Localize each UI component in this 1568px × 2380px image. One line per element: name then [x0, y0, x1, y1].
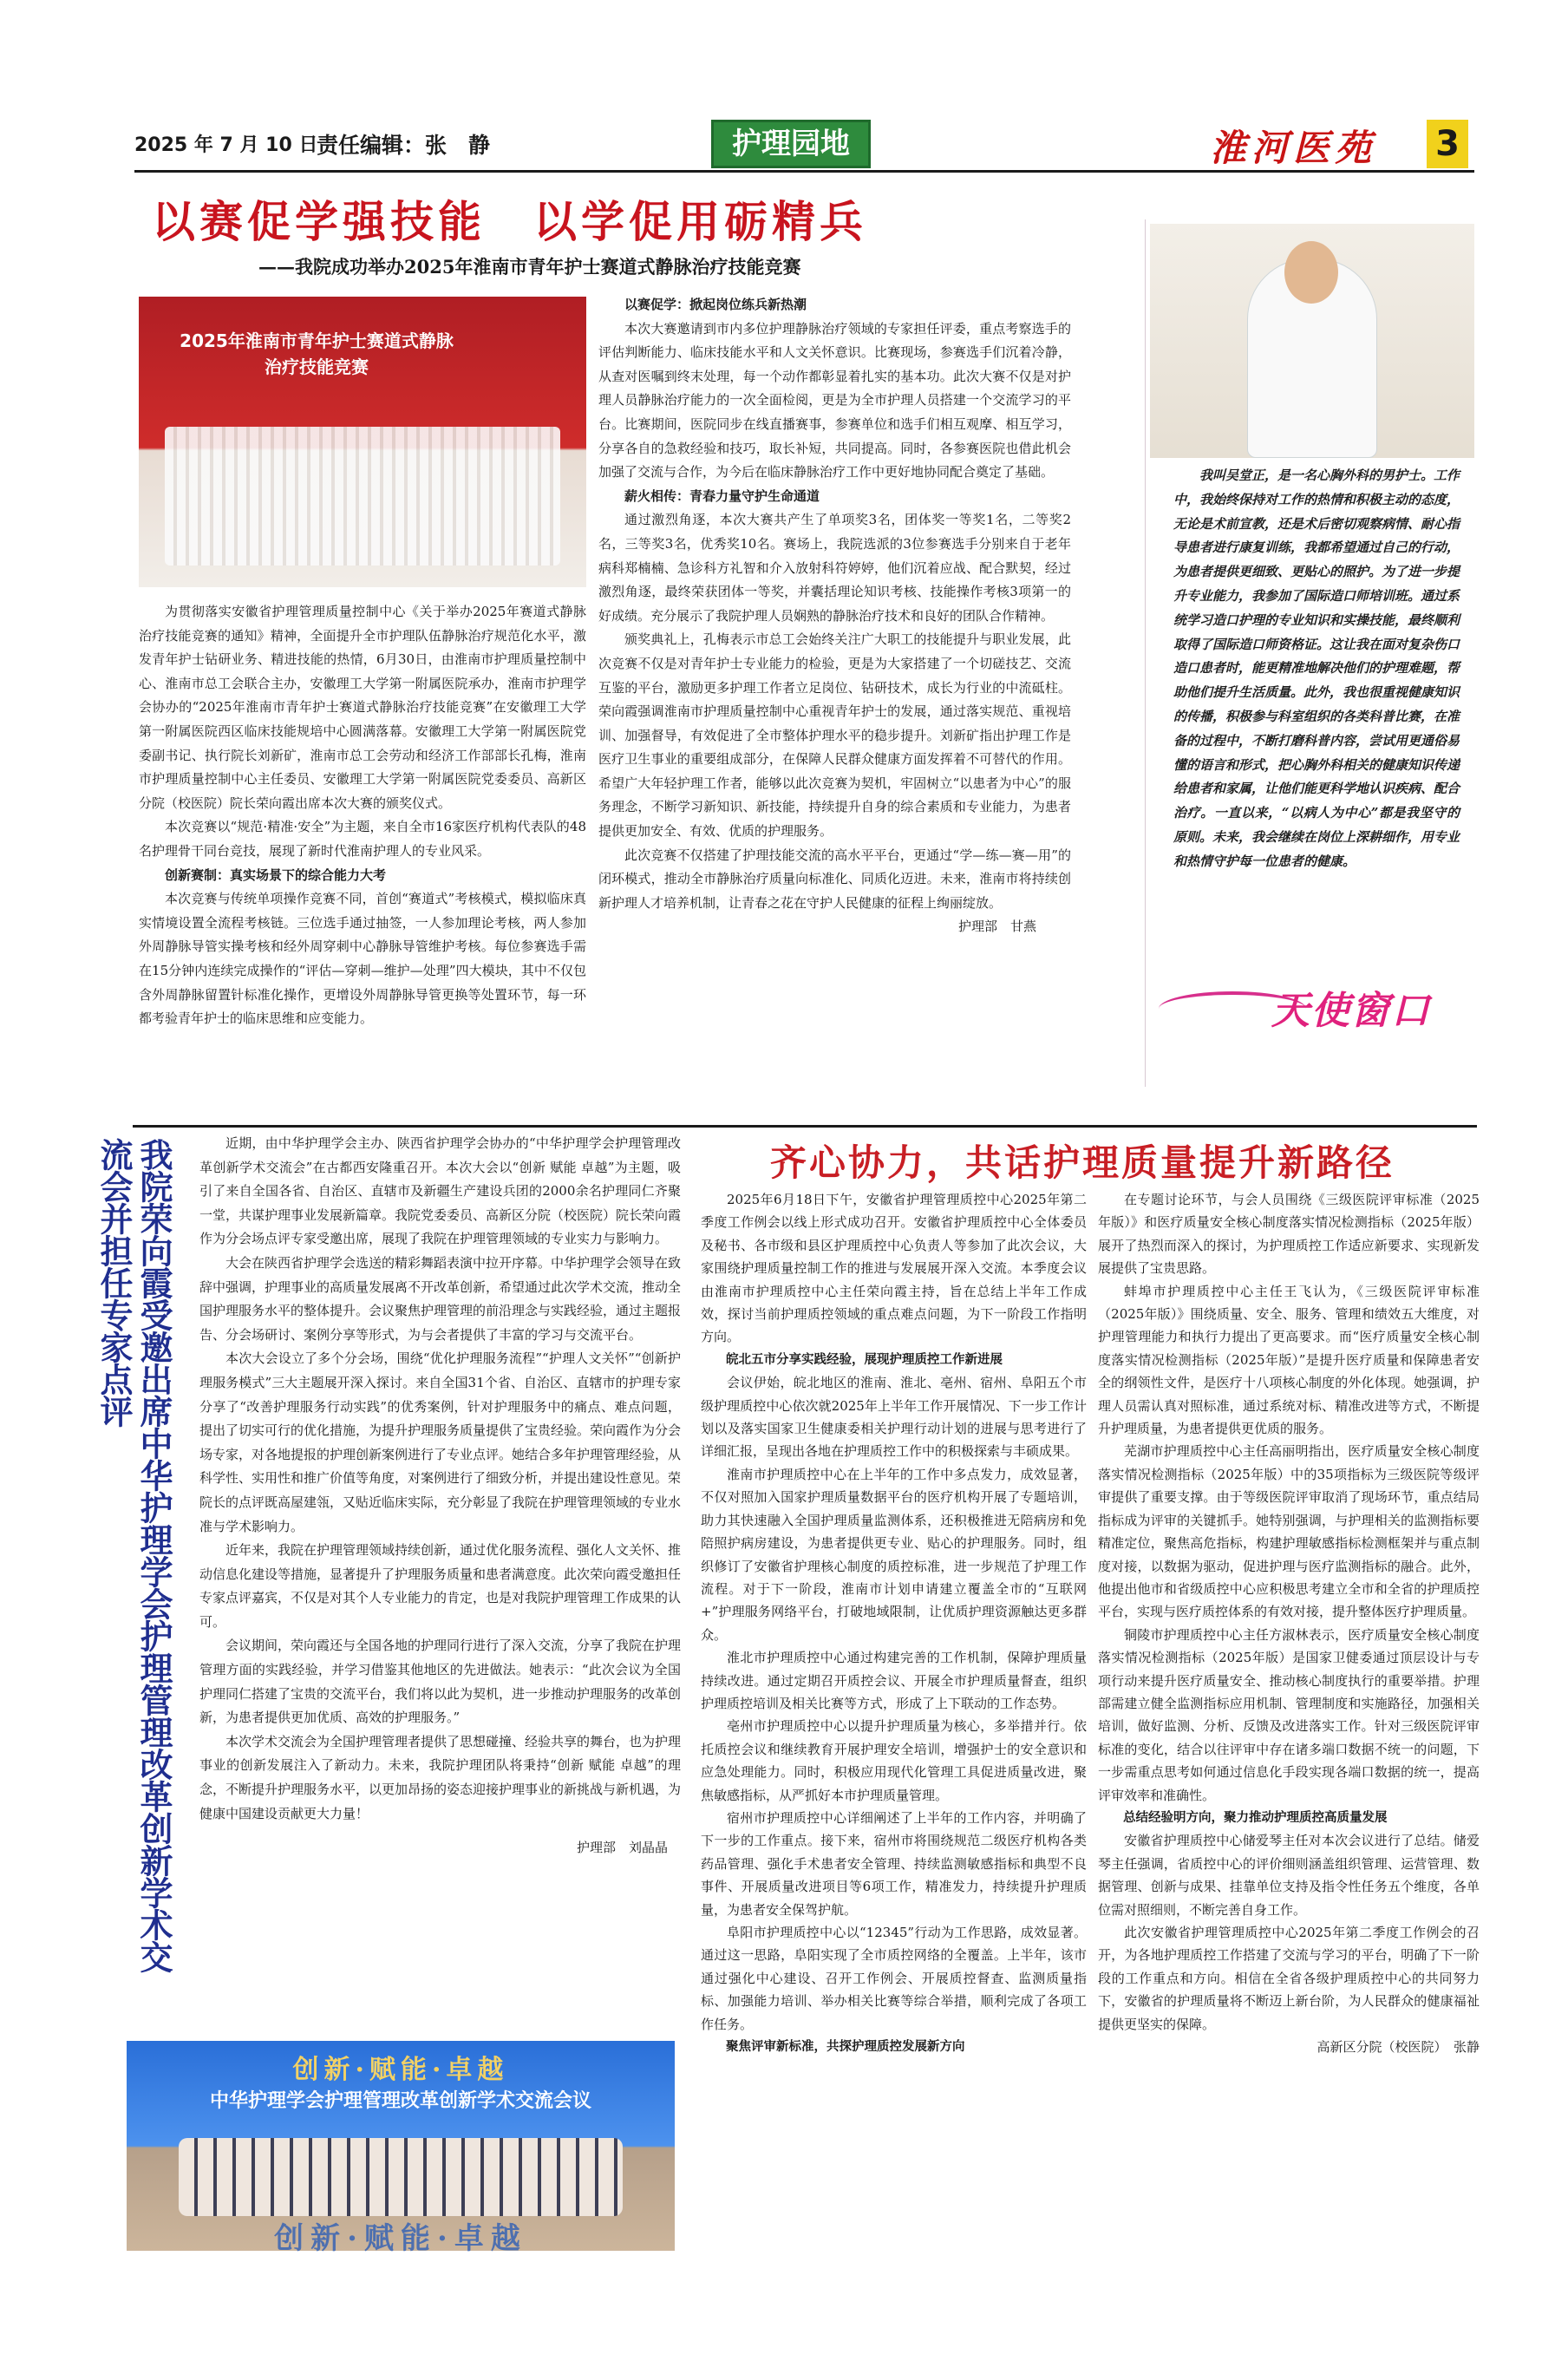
photo-crowd — [165, 427, 560, 566]
article1-subtitle: ——我院成功举办2025年淮南市青年护士赛道式静脉治疗技能竞赛 — [258, 256, 801, 278]
article3-paragraph: 芜湖市护理质控中心主任高丽明指出，医疗质量安全核心制度落实情况检测指标（2025年版）中的35项指标为三级医院等级评审提供了重要支撑。由于等级医院评审取消了现场环节，重点结局指标成为评审的关键抓手。她特别强调，与护理相关的监测指标要精准定位，聚焦高危指标，构建护理敏感指标检测框架并与重点制度对接，以数据为驱动，促进护理与医疗监测指标的融合。此外，他提出他市和省级质控中心应积极思考建立全市和全省的护理质控平台，实现与医疗质控体系的有效对接，提升整体医疗护理质量。 — [1098, 1443, 1480, 1620]
article3-paragraph: 淮南市护理质控中心在上半年的工作中多点发力，成效显著，不仅对照加入国家护理质量数据平台的医疗机构开展了专题培训，助力其快速融入全国护理质量监测体系，还积极推进无陪病房和免陪照护病房建设，为患者提供更专业、贴心的护理服务。同时，组织修订了安徽省护理核心制度的质控标准，进一步规范了护理工作流程。对于下一阶段，淮南市计划申请建立覆盖全市的“互联网+”护理服务网络平台，打破地域限制，让优质护理资源触达更多群众。 — [701, 1466, 1087, 1643]
article1-paragraph: 此次竞赛不仅搭建了护理技能交流的高水平平台，更通过“学—练—赛—用”的闭环模式，推动全市静脉治疗质量向标准化、同质化迈进。未来，淮南市将持续创新护理人才培养机制，让青春之花在守护人民健康的征程上绚丽绽放。 — [598, 847, 1071, 911]
article2-paragraph: 近年来，我院在护理管理领域持续创新，通过优化服务流程、强化人文关怀、推动信息化建设等措施，显著提升了护理服务质量和患者满意度。此次荣向霞受邀担任专家点评嘉宾，不仅是对其个人专业能力的肯定，也是对我院护理管理工作成果的认可。 — [199, 1542, 682, 1630]
angel-window-box — [1145, 219, 1478, 1087]
article3-paragraph: 在专题讨论环节，与会人员围绕《三级医院评审标准（2025年版）》和医疗质量安全核心制度落实情况检测指标（2025年版）展开了热烈而深入的探讨，为护理质控工作适应新要求、实现新发展提供了宝贵思路。 — [1098, 1192, 1480, 1277]
angel-window-banner — [1150, 972, 1474, 1049]
article1-byline: 护理部 甘燕 — [957, 919, 1036, 935]
article3-subheading: 皖北五市分享实践经验，展现护理质控工作新进展 — [726, 1352, 1003, 1367]
article1-paragraph: 为贯彻落实安徽省护理管理质量控制中心《关于举办2025年赛道式静脉治疗技能竞赛的通知》精神，全面提升全市护理队伍静脉治疗规范化水平，激发青年护士钻研业务、精进技能的热情，6月30日，由淮南市护理质量控制中心、淮南市总工会联合主办，安徽理工大学第一附属医院承办，淮南市护理学会协办的“2025年淮南市青年护士赛道式静脉治疗技能竞赛”在安徽理工大学第一附属医院西区临床技能规培中心圆满落幕。安徽理工大学第一附属医院党委副书记、执行院长刘新矿，淮南市总工会劳动和经济工作部部长孔梅，淮南市护理质量控制中心主任委员、安徽理工大学第一附属医院党委委员、高新区分院（校医院）院长荣向霞出席本次大赛的颁奖仪式。 — [139, 604, 586, 811]
newspaper-name: 淮河医苑 — [1210, 127, 1377, 169]
section-divider — [133, 1125, 1477, 1128]
angel-window-text: 我叫吴堂正，是一名心胸外科的男护士。工作中，我始终保持对工作的热情和积极主动的态度，无论是术前宣教，还是术后密切观察病情、耐心指导患者进行康复训练，我都希望通过自己的行动，为患者提供更细致、更贴心的照护。为了进一步提升专业能力，我参加了国际造口师培训班。通过系统学习造口护理的专业知识和实操技能，最终顺利取得了国际造口师资格证。这让我在面对复杂伤口造口患者时，能更精准地解决他们的护理难题，帮助他们提升生活质量。此外，我也很重视健康知识的传播，积极参与科室组织的各类科普比赛，在准备的过程中，不断打磨科普内容，尝试用更通俗易懂的语言和形式，把心胸外科相关的健康知识传递给患者和家属，让他们能更科学地认识疾病、配合治疗。一直以来，“以病人为中心”都是我坚守的原则。未来，我会继续在岗位上深耕细作，用专业和热情守护每一位患者的健康。 — [1173, 468, 1460, 869]
page-number: 3 — [1427, 120, 1468, 168]
article3-byline: 高新区分院（校医院） 张静 — [1316, 2039, 1480, 2056]
article3-col2 — [1098, 1188, 1480, 2058]
article3-paragraph: 会议伊始，皖北地区的淮南、淮北、亳州、宿州、阜阳五个市级护理质控中心依次就2025年上半年工作开展情况、下一步工作计划以及落实国家卫生健康委相关护理行动计划的进展与思考进行了详细汇报，呈现出各地在护理质控工作中的积极探索与丰硕成果。 — [701, 1375, 1087, 1460]
page-header — [134, 120, 1474, 173]
article1-subheading: 以赛促学：掀起岗位练兵新热潮 — [624, 297, 807, 312]
photo-banner-title: 2025年淮南市青年护士赛道式静脉治疗技能竞赛 — [180, 330, 454, 377]
article2-paragraph: 大会在陕西省护理学会选送的精彩舞蹈表演中拉开序幕。中华护理学会领导在致辞中强调，护理事业的高质量发展离不开改革创新，希望通过此次学术交流，推动全国护理服务水平的整体提升。会议聚焦护理管理的前沿理念与实践经验，通过主题报告、分会场研讨、案例分享等形式，为与会者提供了丰富的学习与交流平台。 — [199, 1254, 682, 1343]
article1-subheading: 薪火相传：青春力量守护生命通道 — [624, 487, 820, 504]
portrait-head — [1284, 241, 1338, 304]
article3-paragraph: 蚌埠市护理质控中心主任王飞认为，《三级医院评审标准（2025年版）》围绕质量、安全、服务、管理和绩效五大维度，对护理管理能力和执行力提出了更高要求。而“医疗质量安全核心制度落实情况检测指标（2025年版）”是提升医疗质量和保障患者安全的纲领性文件，是医疗十八项核心制度的外化体现。她强调，护理人员需认真对照标准，通过系统对标、精准改进等方式，不断提升护理质量，为患者提供更优质的服务。 — [1098, 1283, 1480, 1437]
article2-vertical-title: 我院荣向霞受邀出席中华护理学会护理管理改革创新学术交流会并担任专家点评 — [95, 1138, 173, 1972]
article2-paragraph: 会议期间，荣向霞还与全国各地的护理同行进行了深入交流，分享了我院在护理管理方面的实践经验，并学习借鉴其他地区的先进做法。她表示：“此次会议为全国护理同仁搭建了宝贵的交流平台，我们将以此为契机，进一步推动护理服务的改革创新，为患者提供更加优质、高效的护理服务。” — [199, 1638, 682, 1726]
article1-col1 — [139, 600, 586, 1031]
article2-paragraph: 近期，由中华护理学会主办、陕西省护理学会协办的“中华护理学会护理管理改革创新学术交流会”在古都西安隆重召开。本次大会以“创新 赋能 卓越”为主题，吸引了来自全国各省、自治区、直辖市及新疆生产建设兵团的2000余名护理同仁齐聚一堂，共谋护理事业发展新篇章。我院党委委员、高新区分院（校医院）院长荣向霞作为分会场点评专家受邀出席，展现了我院在护理管理领域的专业实力与影响力。 — [199, 1135, 682, 1247]
photo-people-row — [179, 2138, 623, 2216]
article1-paragraph: 本次大赛邀请到市内多位护理静脉治疗领域的专家担任评委，重点考察选手的评估判断能力、临床技能水平和人文关怀意识。比赛现场，参赛选手们沉着冷静，从查对医嘱到终末处理，每一个动作都彰显着扎实的基本功。此次大赛不仅是对护理人员静脉治疗能力的一次全面检阅，更是为全市护理人员搭建一个交流学习的平台。比赛期间，医院同步在线直播赛事，参赛单位和选手们相互观摩、相互学习，分享各自的急救经验和技巧，取长补短，共同提高。同时，各参赛医院也借此机会加强了交流与合作，为今后在临床静脉治疗工作中更好地协同配合奠定了基础。 — [598, 320, 1071, 481]
article3-paragraph: 此次安徽省护理管理质控中心2025年第二季度工作例会的召开，为各地护理质控工作搭建了交流与学习的平台，明确了下一阶段的工作重点和方向。相信在全省各级护理质控中心的共同努力下，安徽省的护理质量将不断迈上新台阶，为人民群众的健康福祉提供更坚实的保障。 — [1098, 1925, 1480, 2032]
angel-window-banner-text: 天使窗口 — [1271, 989, 1431, 1033]
article3-paragraph: 安徽省护理质控中心储爱琴主任对本次会议进行了总结。储爱琴主任强调，省质控中心的评价细则涵盖组织管理、运营管理、数据管理、创新与成果、挂靠单位支持及指令性任务五个维度，各单位需对照细则，不断完善自身工作。 — [1098, 1833, 1480, 1918]
article1-paragraph: 本次竞赛与传统单项操作竞赛不同，首创“赛道式”考核模式，模拟临床真实情境设置全流程考核链。三位选手通过抽签，一人参加理论考核，两人参加外周静脉导管实操考核和经外周穿刺中心静脉导管维护考核。每位参赛选手需在15分钟内连续完成操作的“评估—穿刺—维护—处理”四大模块，其中不仅包含外周静脉留置针标准化操作，更增设外周静脉导管更换等处置环节，每一环都考验青年护士的临床思维和应变能力。 — [139, 891, 586, 1027]
conference-photo — [127, 2041, 675, 2256]
article3-paragraph: 铜陵市护理质控中心主任方淑林表示，医疗质量安全核心制度落实情况检测指标（2025年版）是国家卫健委通过顶层设计与专项行动来提升医疗质量安全、推动核心制度执行的重要举措。护理部需建立健全监测指标应用机制、管理制度和实施路径，加强相关培训，做好监测、分析、反馈及改进落实工作。针对三级医院评审标准的变化，结合以往评审中存在诸多端口数据不统一的问题，下一步需重点思考如何通过信息化手段实现各端口数据的统一，提高评审效率和准确性。 — [1098, 1626, 1480, 1803]
photo-slogan-bottom: 创新·赋能·卓越 — [274, 2221, 527, 2256]
editor-name: 张 静 — [425, 133, 491, 158]
article3-subheading: 聚焦评审新标准，共探护理质控发展新方向 — [726, 2040, 965, 2055]
article1-col2 — [598, 293, 1071, 939]
header-rule — [134, 170, 1474, 173]
article3-paragraph: 淮北市护理质控中心通过构建完善的工作机制，保障护理质量持续改进。通过定期召开质控会议、开展全市护理质量督查，组织护理质控培训及相关比赛等方式，形成了上下联动的工作态势。 — [701, 1650, 1087, 1711]
article3-paragraph: 宿州市护理质控中心详细阐述了上半年的工作内容，并明确了下一步的工作重点。接下来，宿州市将围绕规范二级医疗机构各类药品管理、强化手术患者安全管理、持续监测敏感指标和典型不良事件、开展质量改进项目等6项工作，精准发力，持续提升护理质量，为患者安全保驾护航。 — [701, 1809, 1087, 1918]
photo-slogan-top: 创新·赋能·卓越 — [292, 2055, 509, 2085]
article1-title: 以赛促学强技能 以学促用砺精兵 — [152, 196, 867, 247]
article2-body — [199, 1132, 681, 1860]
article1-paragraph: 颁奖典礼上，孔梅表示市总工会始终关注广大职工的技能提升与职业发展，此次竞赛不仅是对青年护士专业能力的检验，更是为大家搭建了一个切磋技艺、交流互鉴的平台，激励更多护理工作者立足岗位、钻研技术，成长为行业的中流砥柱。荣向霞强调淮南市护理质量控制中心重视青年护士的发展，通过落实规范、重视培训、加强督导，有效促进了全市整体护理水平的稳步提升。刘新矿指出护理工作是医疗卫生事业的重要组成部分，在保障人民群众健康方面发挥着不可替代的作用。希望广大年轻护理工作者，能够以此次竞赛为契机，牢固树立“以患者为中心”的服务理念，不断学习新知识、新技能，持续提升自身的综合素质和专业能力，为患者提供更加安全、有效、优质的护理服务。 — [598, 631, 1071, 840]
article1-paragraph: 通过激烈角逐，本次大赛共产生了单项奖3名，团体奖一等奖1名，二等奖2名，三等奖3名，优秀奖10名。赛场上，我院选派的3位参赛选手分别来自于老年病科郑楠楠、急诊科方礼智和介入放射科符婷婷，他们沉着应战、配合默契，经过激烈角逐，最终荣获团体一等奖，并囊括理论知识考核、技能操作考核3项第一的好成绩。充分展示了我院护理人员娴熟的静脉治疗技术和良好的团队合作精神。 — [598, 512, 1071, 624]
article3-subheading: 总结经验明方向，聚力推动护理质控高质量发展 — [1123, 1810, 1388, 1825]
article1-subheading: 创新赛制：真实场景下的综合能力大考 — [165, 866, 387, 883]
issue-date: 2025 年 7 月 10 日 — [134, 134, 318, 156]
article2-paragraph: 本次学术交流会为全国护理管理者提供了思想碰撞、经验共享的舞台，也为护理事业的创新发展注入了新动力。未来，我院护理团队将秉持“创新 赋能 卓越”的理念，不断提升护理服务水平，以更加昂扬的姿态迎接护理事业的新挑战与新机遇，为健康中国建设贡献更大力量！ — [199, 1733, 682, 1821]
article2-byline: 护理部 刘晶晶 — [576, 1840, 668, 1856]
article3-col1 — [701, 1188, 1087, 2058]
photo-conference-title: 中华护理学会护理管理改革创新学术交流会议 — [209, 2090, 591, 2112]
article3-paragraph: 亳州市护理质控中心以提升护理质量为核心，多举措并行。依托质控会议和继续教育开展护理安全培训，增强护士的安全意识和应急处理能力。同时，积极应用现代化管理工具促进质量改进，聚焦敏感指标，从严抓好本市护理质量管理。 — [701, 1718, 1087, 1803]
article2-paragraph: 本次大会设立了多个分会场，围绕“优化护理服务流程”“护理人文关怀”“创新护理服务模式”三大主题展开深入探讨。来自全国31个省、自治区、直辖市的护理专家分享了“改善护理服务行动实践”的优秀案例，针对护理服务中的痛点、难点问题，提出了切实可行的优化措施，为提升护理服务质量提供了宝贵经验。荣向霞作为分会场专家，对各地提报的护理创新案例进行了专业点评。她结合多年护理管理经验，从科学性、实用性和推广价值等角度，对案例进行了细致分析，并提出建设性意见。荣院长的点评既高屋建瓴，又贴近临床实际，充分彰显了我院在护理管理领域的专业水准与学术影响力。 — [199, 1350, 682, 1534]
article1-paragraph: 本次竞赛以“规范·精准·安全”为主题，来自全市16家医疗机构代表队的48名护理骨干同台竞技，展现了新时代淮南护理人的专业风采。 — [139, 819, 586, 859]
article3-paragraph: 2025年6月18日下午，安徽省护理管理质控中心2025年第二季度工作例会以线上形式成功召开。安徽省护理质控中心全体委员及秘书、各市级和县区护理质控中心负责人等参加了此次会议，大家围绕护理质量控制工作的推进与发展展开深入交流。本季度会议由淮南市护理质控中心主任荣向霞主持，旨在总结上半年工作成效，探讨当前护理质控领域的重点难点问题，为下一阶段工作指明方向。 — [701, 1192, 1087, 1345]
nurse-portrait-photo — [1150, 224, 1474, 458]
article3-title: 齐心协力，共话护理质量提升新路径 — [770, 1141, 1395, 1184]
competition-group-photo — [139, 297, 586, 587]
section-badge: 护理园地 — [711, 120, 871, 168]
article3-paragraph: 阜阳市护理质控中心以“12345”行动为工作思路，成效显著。通过这一思路，阜阳实现了全市质控网络的全覆盖。上半年，该市通过强化中心建设、召开工作例会、开展质控督查、监测质量指标、加强能力培训、举办相关比赛等综合举措，顺利完成了各项工作任务。 — [701, 1925, 1087, 2032]
editor-label: 责任编辑： — [317, 133, 426, 158]
